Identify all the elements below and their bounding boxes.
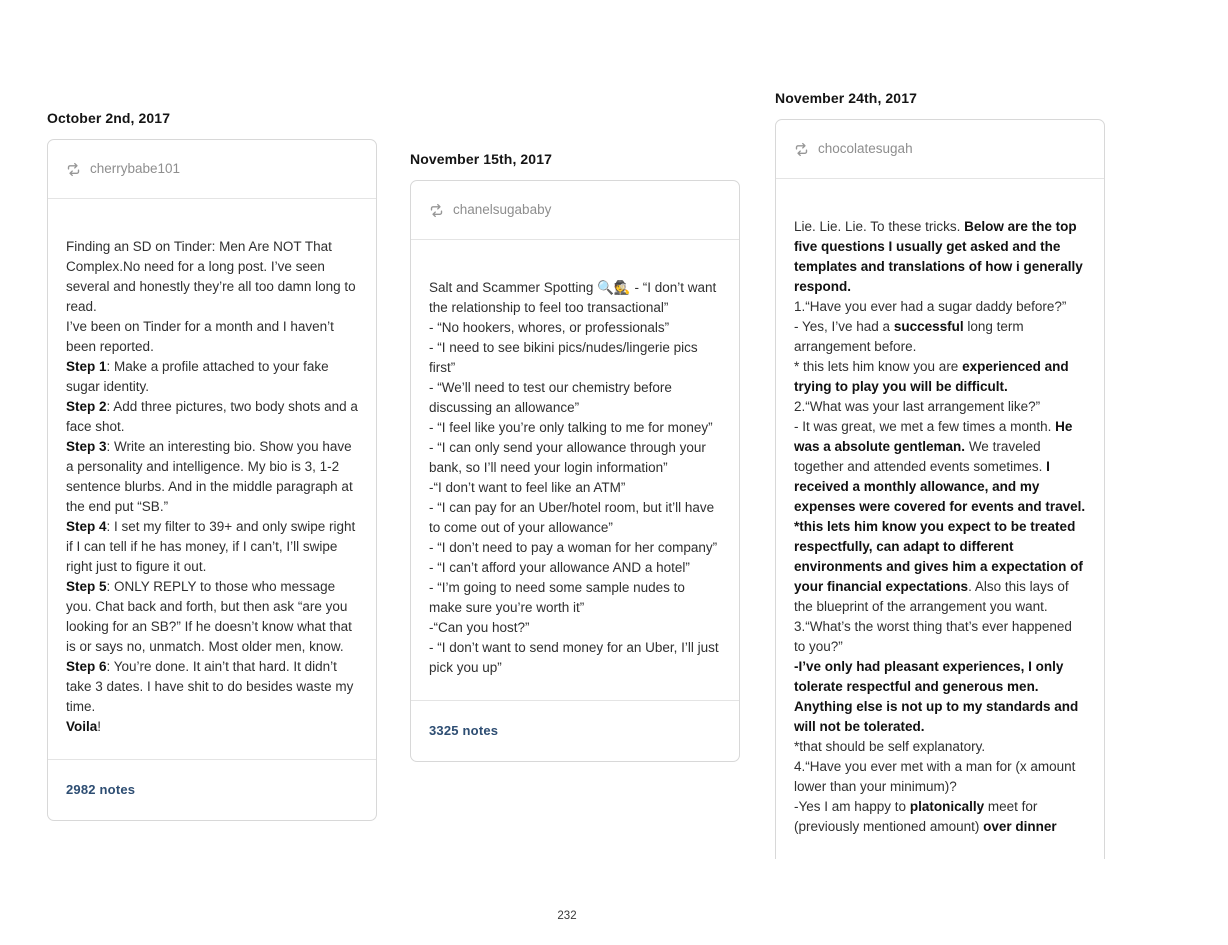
post-date-heading: October 2nd, 2017 <box>47 110 171 126</box>
post-footer <box>48 759 376 820</box>
reblog-icon <box>794 142 809 157</box>
tumblr-post-card <box>47 139 377 821</box>
reblog-icon <box>66 162 81 177</box>
post-header <box>411 181 739 240</box>
post-column-1 <box>47 110 377 821</box>
reblog-icon <box>429 203 444 218</box>
card-clip-region <box>775 119 1105 859</box>
post-username: cherrybabe101 <box>90 161 181 176</box>
post-body: Lie. Lie. Lie. To these tricks. Below are the top five questions I usually get asked and the templates and translations of how i generally respond. 1.“Have you ever had a sugar daddy before?” - Yes, I’ve had a successful long term arrangement before. * this lets him know you are experienced and trying to play you will be difficult. 2.“What was your last arrangement like?” - It was great, we met a few times a month. He was a absolute gentleman. We traveled together and attended events sometimes. I received a monthly allowance, and my expenses were covered for events and travel. *this lets him know you expect to be treated respectfully, can adapt to different environments and gives him a expectation of your financial expectations. Also this lays of the blueprint of the arrangement you want. 3.“What’s the worst thing that’s ever happened to you?” -I’ve only had pleasant experiences, I only tolerate respectful and generous men. Anything else is not up to my standards and will not be tolerated. *that should be self explanatory. 4.“Have you ever met with a man for (x amount lower than your minimum)? -Yes I am happy to platonically meet for (previously mentioned amount) over dinner <box>794 219 1086 834</box>
tumblr-post-card <box>775 119 1105 859</box>
notes-count: 2982 notes <box>66 782 136 797</box>
post-header <box>776 120 1104 179</box>
post-body: Salt and Scammer Spotting 🔍🕵️ - “I don’t want the relationship to feel too transactional” - “No hookers, whores, or professionals” - “I need to see bikini pics/nudes/lingerie pics first” - “We’ll need to test our chemistry before discussing an allowance” - “I feel like you’re only talking to me for money” - “I can only send your allowance through your bank, so I’ll need your login information” -“I don’t want to feel like an ATM” - “I can pay for an Uber/hotel room, but it’ll have to come out of your allowance” - “I don’t need to pay a woman for her company” - “I can’t afford your allowance AND a hotel” - “I’m going to need some sample nudes to make sure you’re worth it” -“Can you host?” - “I don’t want to send money for an Uber, I’ll just pick you up” <box>429 280 719 675</box>
tumblr-post-card <box>410 180 740 762</box>
post-column-2 <box>410 151 740 762</box>
post-column-3 <box>775 90 1105 859</box>
post-username: chocolatesugah <box>818 141 913 156</box>
page-number: 232 <box>557 910 577 922</box>
post-date-heading: November 15th, 2017 <box>410 151 552 167</box>
post-date-heading: November 24th, 2017 <box>775 90 917 106</box>
post-footer <box>411 700 739 761</box>
post-header <box>48 140 376 199</box>
post-body: Finding an SD on Tinder: Men Are NOT That Complex.No need for a long post. I’ve seen several and honestly they’re all too damn long to read. I’ve been on Tinder for a month and I haven’t been reported. Step 1: Make a profile attached to your fake sugar identity. Step 2: Add three pictures, two body shots and a face shot. Step 3: Write an interesting bio. Show you have a personality and intelligence. My bio is 3, 1-2 sentence blurbs. And in the middle paragraph at the end put “SB.” Step 4: I set my filter to 39+ and only swipe right if I can tell if he has money, if I can’t, I’ll swipe right just to figure it out. Step 5: ONLY REPLY to those who message you. Chat back and forth, but then ask “are you looking for an SB?” If he doesn’t know what that is or says no, unmatch. Most older men, know. Step 6: You’re done. It ain’t that hard. It didn’t take 3 dates. I have shit to do besides waste my time. Voila! <box>66 239 358 734</box>
post-username: chanelsugababy <box>453 202 552 217</box>
notes-count: 3325 notes <box>429 723 499 738</box>
